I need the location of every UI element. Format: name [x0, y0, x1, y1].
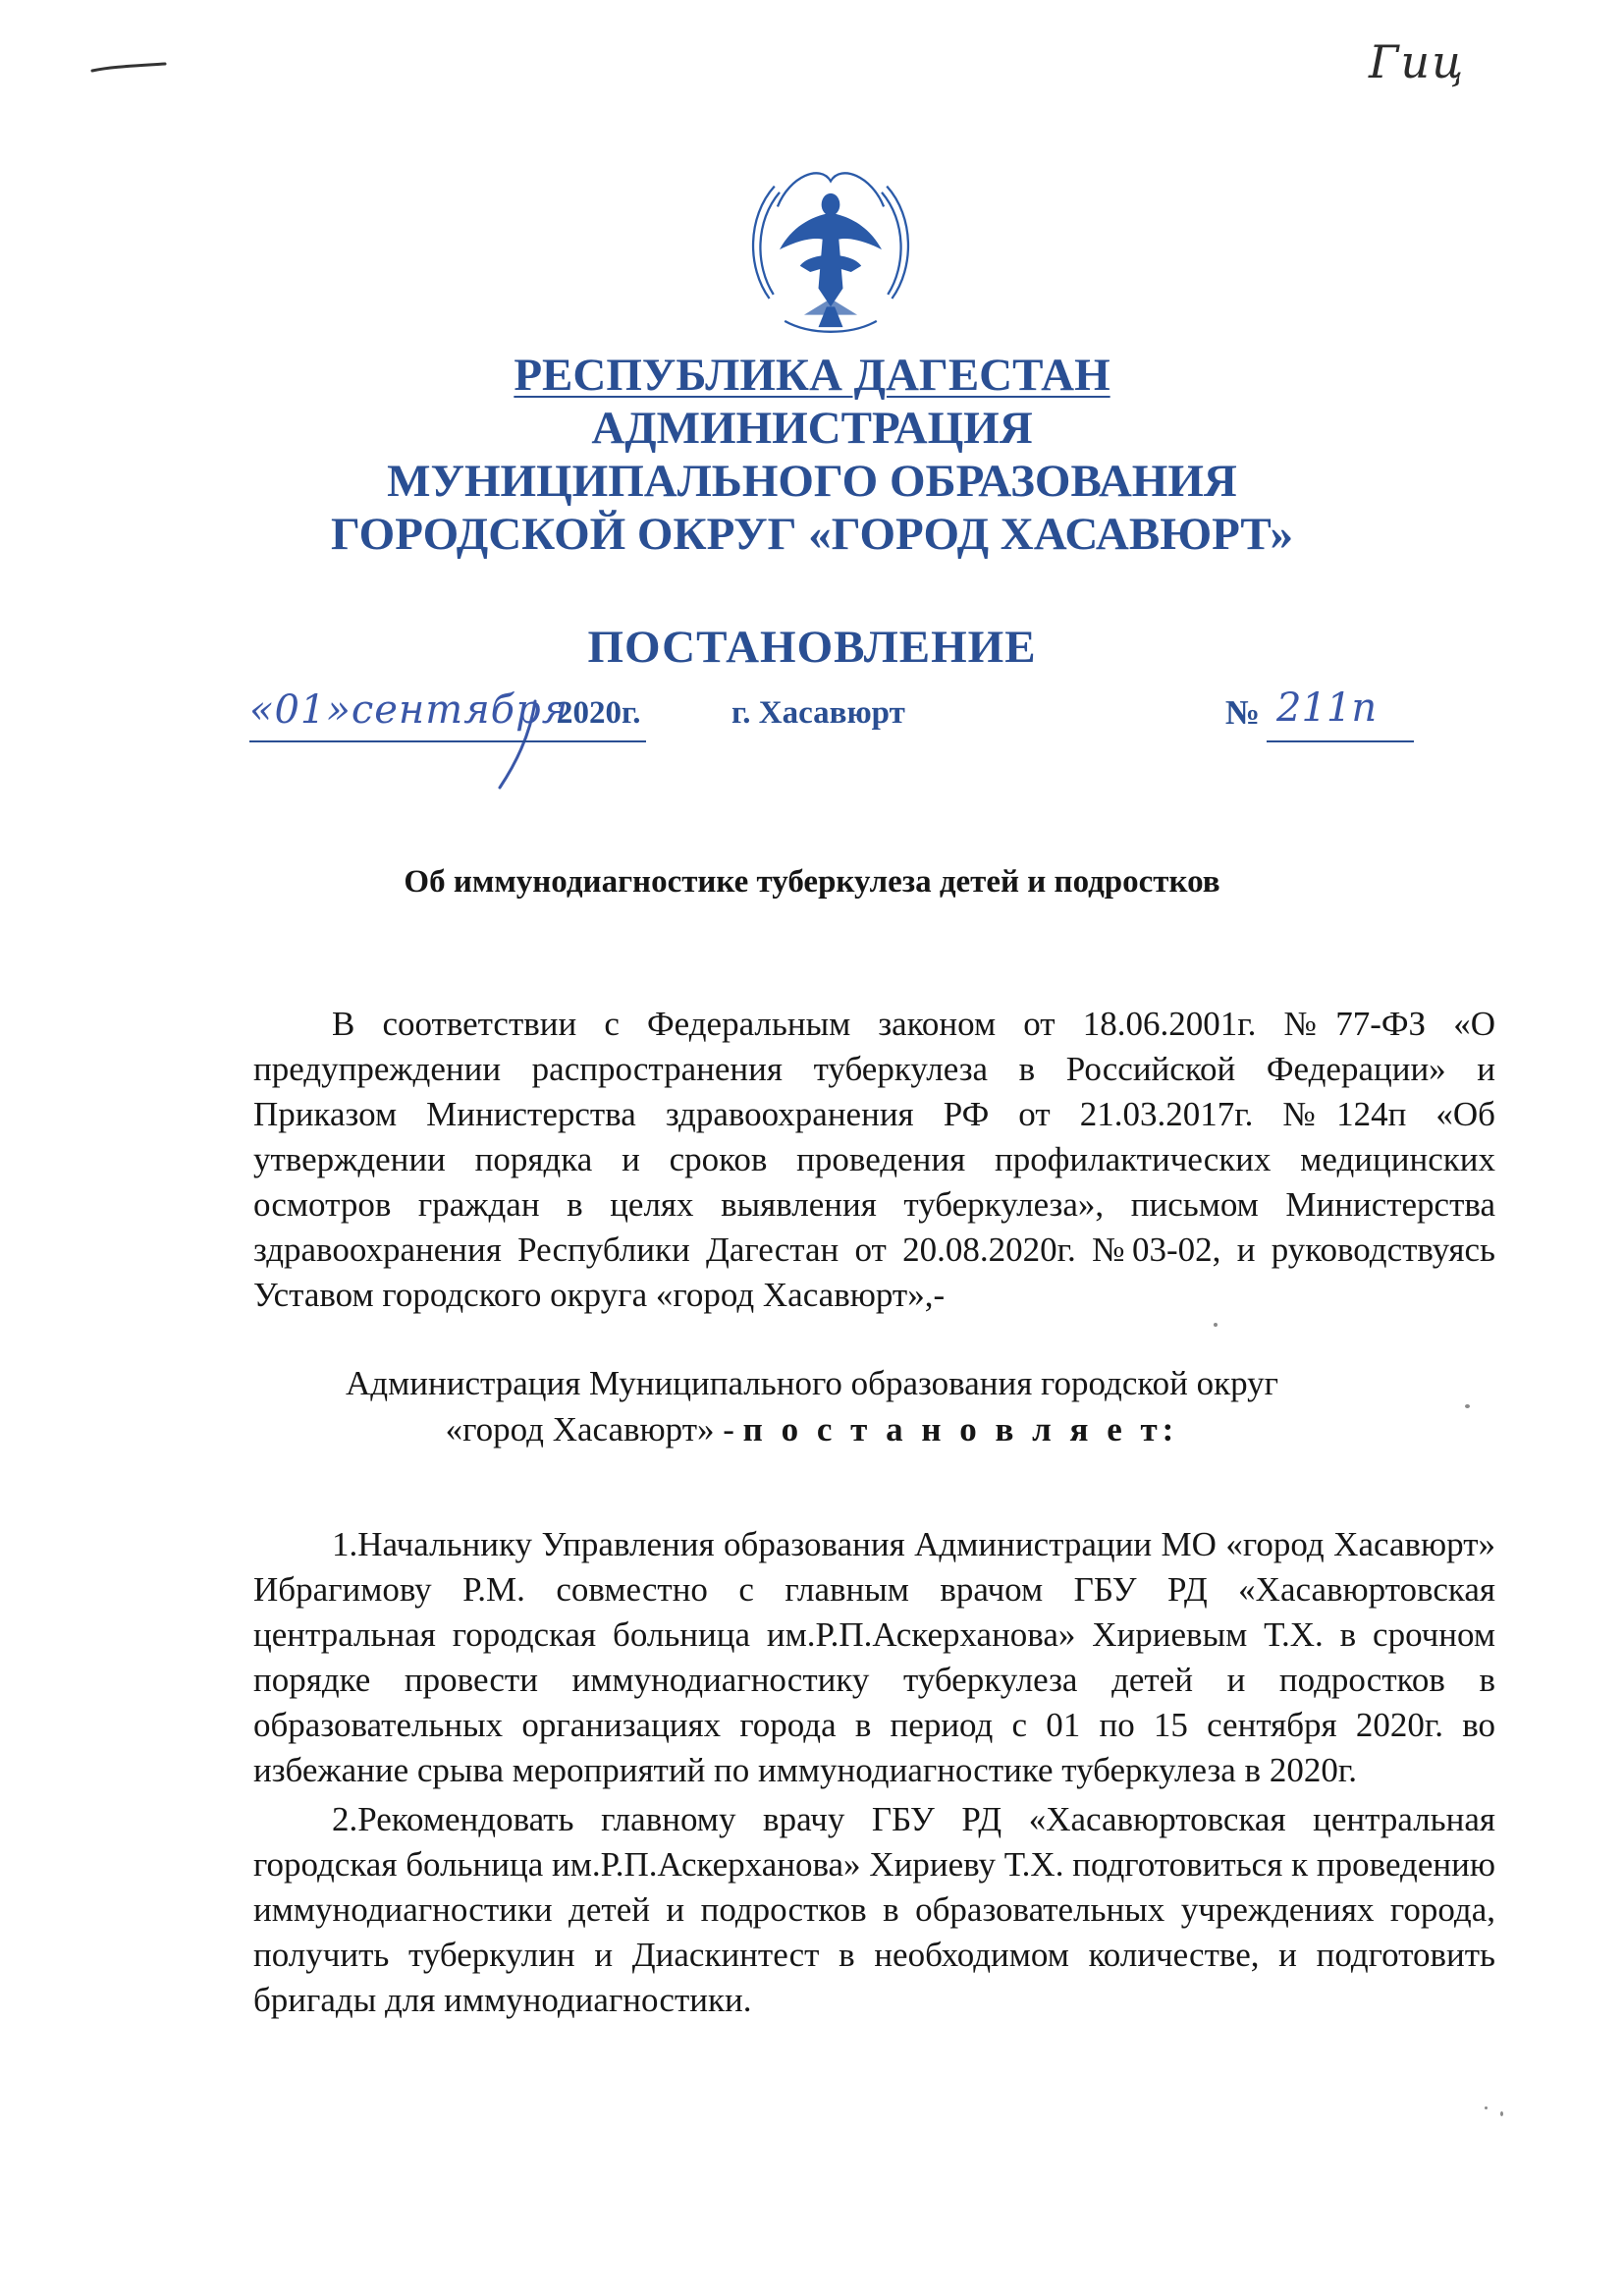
pen-scribble [90, 61, 167, 75]
decree-title: ПОСТАНОВЛЕНИЕ [587, 622, 1037, 673]
administration-line: Администрация Муниципального образования городской округ [346, 1364, 1278, 1402]
header-republic: РЕСПУБЛИКА ДАГЕСТАН [514, 350, 1110, 401]
number-label: № [1225, 693, 1261, 732]
decree-item-2: 2.Рекомендовать главному врачу ГБУ РД «Хасавюртовская центральная городская больница им.Р.П.Аскерханова» Хириеву Т.Х. подготовиться к проведению иммунодиагностики детей и подростков в образовательных учреждениях города, получить туберкулин и Диаскинтест в необходимом количестве, и подготовить бригады для иммунодиагностики. [253, 1800, 1495, 2019]
coat-of-arms-icon [729, 145, 933, 350]
date-year: 2020г. [557, 695, 641, 731]
scan-speck [1214, 1323, 1218, 1327]
handwritten-date: «01»сентября [249, 687, 569, 733]
decree-item-1: 1.Начальнику Управления образования Администрации МО «город Хасавюрт» Ибрагимову Р.М. совместно с главным врачом ГБУ РД «Хасавюртовская центральная городская больница им.Р.П.Аскерханова» Хириевым Т.Х. в срочном порядке провести иммунодиагностику туберкулеза детей и подростков в образовательных организациях города в период с 01 по 15 сентября 2020г. во избежание срыва мероприятий по иммунодиагностике туберкулеза в 2020г. [253, 1525, 1495, 1789]
handwritten-mark: Гиц [1369, 35, 1466, 88]
date-number-row [0, 687, 1624, 786]
decree-items [253, 1522, 1495, 2023]
preamble [253, 1002, 1495, 1318]
document-header [0, 349, 1624, 561]
administration-city: «город Хасавюрт» - [445, 1410, 743, 1449]
city-name: г. Хасавюрт [731, 695, 905, 731]
administration-line-2 [0, 1406, 1624, 1452]
date-underline [249, 740, 646, 742]
header-city-district: ГОРОДСКОЙ ОКРУГ «ГОРОД ХАСАВЮРТ» [330, 509, 1294, 560]
administration-clause [0, 1360, 1624, 1452]
pen-stroke [496, 699, 555, 790]
number-underline [1267, 740, 1414, 742]
scan-speck [1485, 2106, 1488, 2109]
header-administration: АДМИНИСТРАЦИЯ [591, 403, 1033, 454]
handwritten-number: 211п [1276, 685, 1378, 731]
document-subject: Об иммунодиагностике туберкулеза детей и подростков [404, 864, 1220, 900]
scan-speck [1465, 1404, 1470, 1408]
resolves-word: п о с т а н о в л я е т: [742, 1410, 1179, 1449]
header-municipality: МУНИЦИПАЛЬНОГО ОБРАЗОВАНИЯ [387, 456, 1237, 507]
preamble-paragraph: В соответствии с Федеральным законом от 18.06.2001г. №77-ФЗ «О предупреждении распространения туберкулеза в Российской Федерации» и Приказом Министерства здравоохранения РФ от 21.03.2017г. №124п «Об утверждении порядка и сроков проведения профилактических медицинских осмотров граждан в целях выявления туберкулеза», письмом Министерства здравоохранения Республики Дагестан от 20.08.2020г. №03-02, и руководствуясь Уставом городского округа «город Хасавюрт»,- [253, 1005, 1495, 1314]
scan-speck [1500, 2111, 1503, 2116]
